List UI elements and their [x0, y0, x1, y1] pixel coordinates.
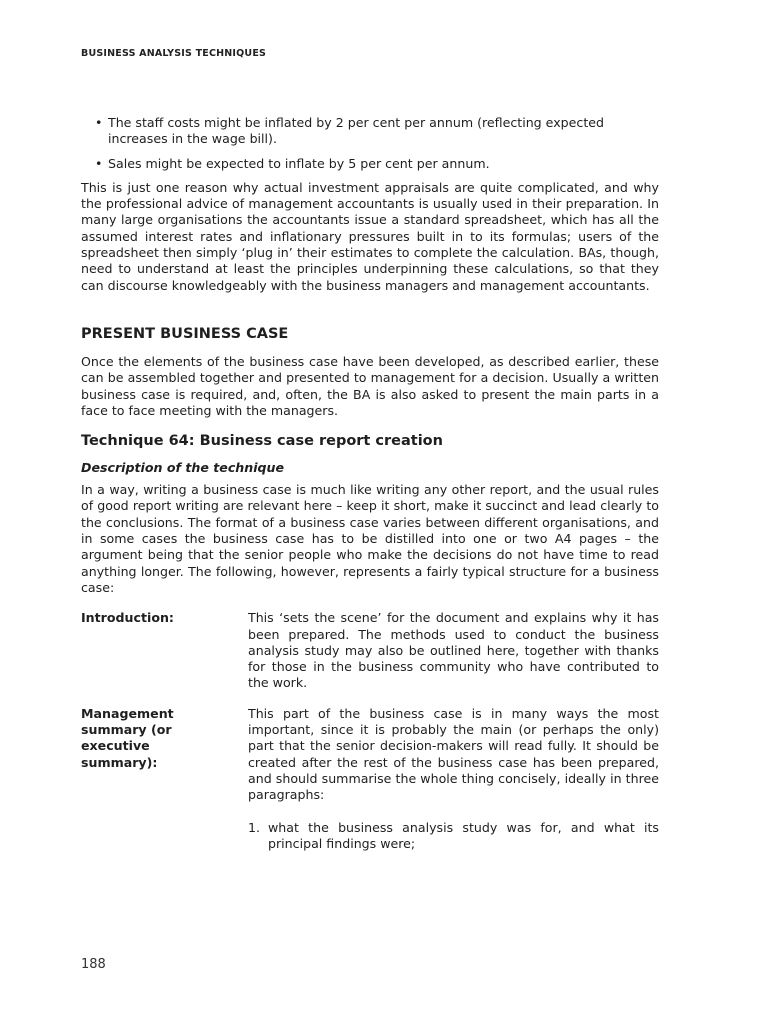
- bullet-item: • Sales might be expected to inflate by 5 per cent per annum.: [108, 156, 659, 172]
- paragraph-report-writing: In a way, writing a business case is much like writing any other report, and the usual rules of good report writing are relevant here – keep it short, make it succinct and lead clearly to the conclusions. The format of a business case varies between different organisations, and in some cases the business case has to be distilled into one or two A4 pages – the argument being that the senior people who make the decisions do not have time to read anything longer. The following, however, represents a fairly typical structure for a business case:: [81, 482, 659, 595]
- definition-description: This part of the business case is in many ways the most important, since it is probably the main (or perhaps the only) part that the senior decision-makers will read fully. It should be created after the rest of the business case has been prepared, and should summarise the whole thing concisely, ideally in three paragraphs:: [248, 705, 659, 803]
- definition-introduction: [81, 610, 659, 691]
- section-heading: PRESENT BUSINESS CASE: [81, 325, 289, 342]
- paragraph-investment-appraisals: This is just one reason why actual investment appraisals are quite complicated, and why the professional advice of management accountants is usually used in their preparation. In many large organisations the accountants issue a standard spreadsheet, which has all the assumed interest rates and inflationary pressures built in to its formulas; users of the spreadsheet then simply ‘plug in’ their estimates to complete the calculation. BAs, though, need to understand at least the principles underpinning these calculations, so that they can discourse knowledgeably with the business managers and management accountants.: [81, 179, 659, 293]
- technique-heading: Technique 64: Business case report creation: [81, 433, 443, 450]
- definition-term: Introduction:: [81, 610, 174, 626]
- running-head: BUSINESS ANALYSIS TECHNIQUES: [81, 48, 267, 59]
- paragraph-present-business-case: Once the elements of the business case have been developed, as described earlier, these can be assembled together and presented to management for a decision. Usually a written business case is required, and, often, the BA is also asked to present the main parts in a face to face meeting with the managers.: [81, 353, 659, 418]
- summary-item-text: what the business analysis study was for, and what its principal findings were;: [268, 819, 659, 851]
- page: [81, 0, 659, 1024]
- technique-subheading: Description of the technique: [81, 460, 285, 476]
- summary-item: [248, 819, 659, 853]
- body-content: [81, 115, 659, 852]
- bullet-item: • The staff costs might be inflated by 2 per cent per annum (reflecting expected increases in the wage bill).: [108, 115, 659, 148]
- definition-term: Management summary (or executive summary):: [81, 705, 174, 770]
- definition-description: This ‘sets the scene’ for the document and explains why it has been prepared. The methods used to conduct the business analysis study may also be outlined here, together with thanks for those in the business community who have contributed to the work.: [248, 610, 659, 691]
- definition-management-summary: [81, 706, 659, 852]
- summary-list: [248, 820, 659, 853]
- definition-description-block: [248, 706, 659, 852]
- page-number: 188: [81, 957, 106, 972]
- bullet-list: [81, 115, 659, 172]
- summary-item-number: 1.: [248, 819, 261, 835]
